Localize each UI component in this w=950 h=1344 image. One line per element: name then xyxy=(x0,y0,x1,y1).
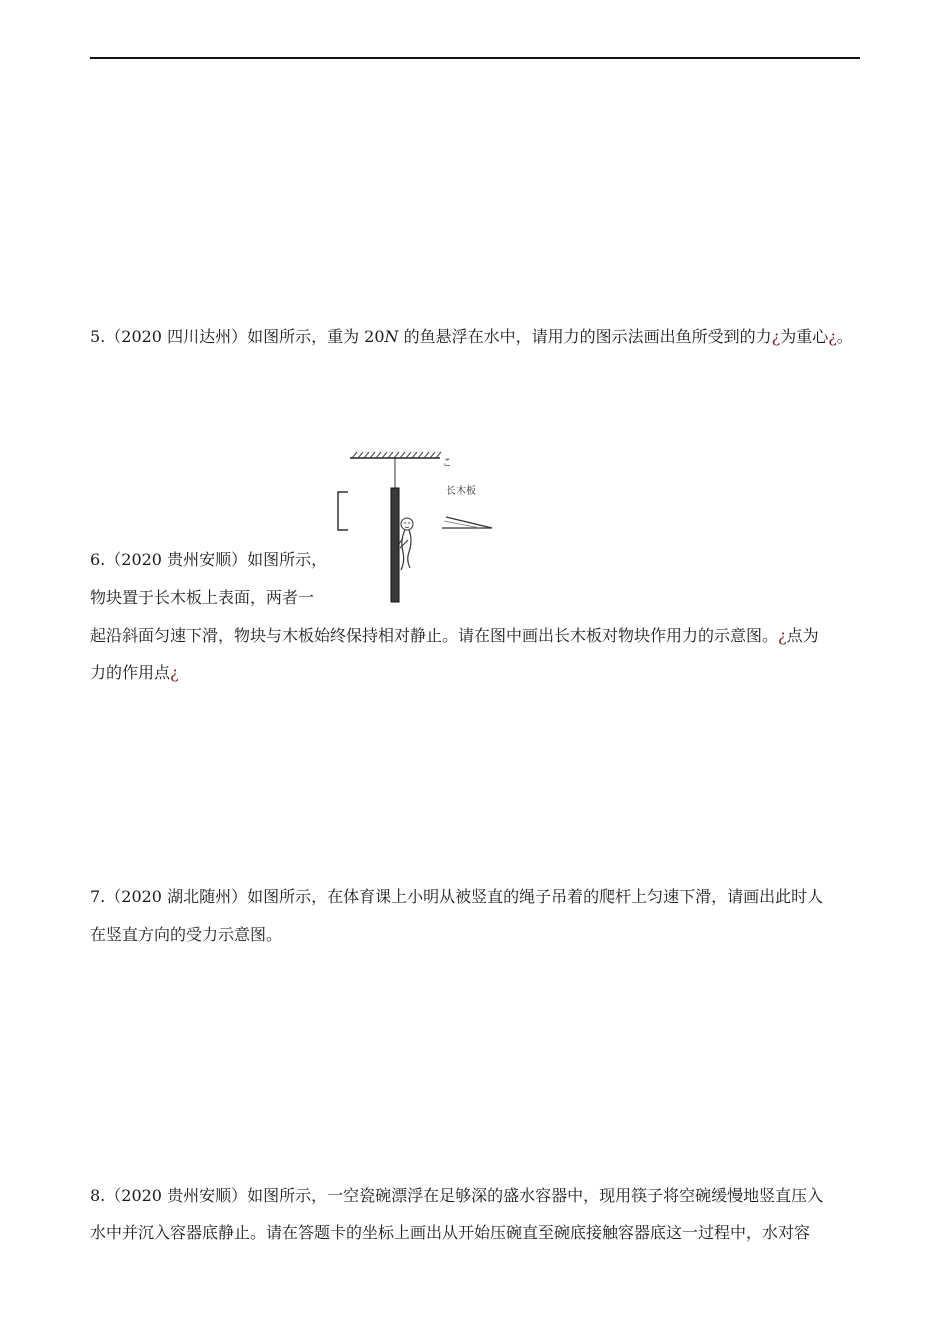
q5-end: 。 xyxy=(836,327,853,346)
question-6-line-2: 物块置于长木板上表面，两者一 xyxy=(90,588,315,607)
figure-label-top: こ xyxy=(442,458,452,469)
q5-prefix: 5.（2020 四川达州）如图所示，重为 20 xyxy=(90,327,385,346)
question-7-line-1: 7.（2020 湖北随州）如图所示，在体育课上小明从被竖直的绳子吊着的爬杆上匀速下滑，请画出此时人 xyxy=(90,887,824,906)
q5-after-glyph: 为重心 xyxy=(780,327,829,346)
figure-pole-climber xyxy=(330,444,500,606)
figure-drawing xyxy=(330,444,500,606)
question-7-line-2: 在竖直方向的受力示意图。 xyxy=(90,925,283,944)
question-8-line-2: 水中并沉入容器底静止。请在答题卡的坐标上画出从开始压碗直至碗底接触容器底这一过程中，水对容 xyxy=(90,1223,811,1242)
q5-glyph-1: ¿ xyxy=(771,327,781,346)
q6-line4-glyph: ¿ xyxy=(170,663,179,682)
q5-middle: 的鱼悬浮在水中，请用力的图示法画出鱼所受到的力 xyxy=(398,327,772,346)
question-6-line-4 xyxy=(90,662,179,684)
q6-line3-glyph: ¿ xyxy=(778,626,787,645)
header-rule xyxy=(90,57,860,59)
question-8-line-1: 8.（2020 贵州安顺）如图所示，一空瓷碗漂浮在足够深的盛水容器中，现用筷子将空碗缓慢地竖直压入 xyxy=(90,1186,824,1205)
question-6-line-1: 6.（2020 贵州安顺）如图所示， xyxy=(90,550,328,569)
q6-line4-a: 力的作用点 xyxy=(90,663,171,682)
q6-line3-a: 起沿斜面匀速下滑，物块与木板始终保持相对静止。请在图中画出长木板对物块作用力的示意图。 xyxy=(90,626,779,645)
question-6-line-3 xyxy=(90,625,819,647)
q5-glyph-2: ¿ xyxy=(828,327,837,346)
q6-line3-b: 点为 xyxy=(786,626,819,645)
figure-label-board: 长木板 xyxy=(446,486,476,497)
q5-unit: N xyxy=(384,327,399,346)
question-5 xyxy=(90,326,853,348)
